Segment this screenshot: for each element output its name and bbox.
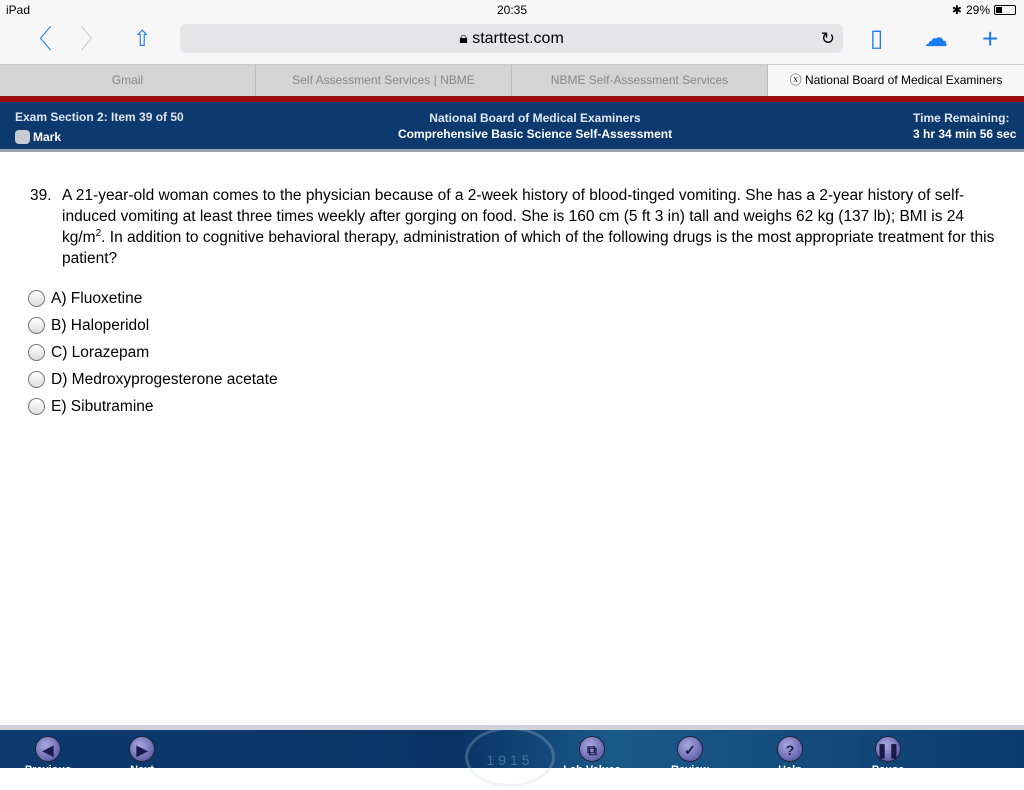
clock: 20:35 <box>496 3 528 17</box>
nbme-seal-logo: 1915 <box>465 727 555 787</box>
status-bar <box>0 0 1024 20</box>
lock-icon: 🔒︎ <box>459 30 473 47</box>
mark-label: Mark <box>33 130 62 144</box>
answer-option-e[interactable]: E) Sibutramine <box>28 393 1005 420</box>
tab-gmail[interactable]: Gmail <box>0 65 256 96</box>
next-icon: ▶ <box>129 736 155 762</box>
answer-option-a[interactable]: A) Fluoxetine <box>28 285 1005 312</box>
radio-button[interactable] <box>28 317 45 334</box>
exam-header <box>0 102 1024 152</box>
review-button[interactable]: ✓ Review <box>660 736 720 776</box>
help-icon: ? <box>777 736 803 762</box>
radio-button[interactable] <box>28 290 45 307</box>
url-text: starttest.com <box>472 30 564 47</box>
question-area <box>30 185 1005 420</box>
browser-toolbar <box>0 20 1024 64</box>
org-name: National Board of Medical Examiners <box>429 111 641 125</box>
battery-percent: 29% <box>965 3 990 17</box>
lab-values-icon: ⧉ <box>579 736 605 762</box>
tab-self-assessment-services[interactable]: Self Assessment Services | NBME <box>256 65 512 96</box>
address-bar[interactable] <box>180 24 843 53</box>
answer-option-d[interactable]: D) Medroxyprogesterone acetate <box>28 366 1005 393</box>
new-tab-icon[interactable]: + <box>982 23 999 54</box>
cloud-tabs-icon[interactable]: ☁︎ <box>924 25 948 52</box>
device-label: iPad <box>6 3 31 17</box>
help-button[interactable]: ? Help <box>760 736 820 776</box>
question-stem <box>30 185 1005 269</box>
exam-name: Comprehensive Basic Science Self-Assessment <box>397 127 673 141</box>
lab-values-button[interactable]: ⧉ Lab Values <box>562 736 622 776</box>
bookmarks-icon[interactable]: ▯ <box>870 25 884 52</box>
forward-icon[interactable]: 〉 <box>80 24 107 54</box>
tab-nbme-active[interactable] <box>768 65 1024 96</box>
answer-option-c[interactable]: C) Lorazepam <box>28 339 1005 366</box>
radio-button[interactable] <box>28 398 45 415</box>
reload-icon[interactable]: ↻ <box>820 29 835 48</box>
time-remaining: 3 hr 34 min 56 sec <box>913 127 1017 141</box>
tab-label: National Board of Medical Examiners <box>804 73 1003 87</box>
checkmark-icon: ✓ <box>677 736 703 762</box>
answer-options <box>28 285 1005 420</box>
close-tab-icon[interactable]: ⓧ <box>789 73 805 87</box>
pause-button[interactable]: ❚❚ Pause <box>858 736 918 776</box>
battery-icon <box>994 5 1016 15</box>
time-label: Time Remaining: <box>913 111 1010 125</box>
item-counter: Exam Section 2: Item 39 of 50 <box>15 110 184 124</box>
question-number: 39. <box>30 187 52 204</box>
previous-icon: ◀ <box>35 736 61 762</box>
share-icon[interactable]: ⇧ <box>133 26 152 51</box>
next-button[interactable]: ▶ Next <box>112 736 172 776</box>
answer-option-b[interactable]: B) Haloperidol <box>28 312 1005 339</box>
previous-button[interactable]: ◀ Previous <box>18 736 78 776</box>
radio-button[interactable] <box>28 371 45 388</box>
bluetooth-icon: ✱ <box>951 3 962 17</box>
radio-button[interactable] <box>28 344 45 361</box>
back-icon[interactable]: 〈 <box>26 24 53 54</box>
pause-icon: ❚❚ <box>875 736 901 762</box>
tab-bar <box>0 64 1024 96</box>
question-text: A 21-year-old woman comes to the physician because of a 2-week history of blood-tinged vomiting. She has a 2-year history of self-induced vomiting at least three times weekly after gorging on food. She is 160 cm (5 ft 3 in) tall and weighs 62 kg (137 lb); BMI is 24 $kg/m^2$. In addition to cognitive behavioral therapy, administration of which of the following drugs is the most appropriate treatment for this patient? <box>62 187 995 267</box>
exam-footer <box>0 725 1024 776</box>
tab-nbme-self-assessment[interactable]: NBME Self-Assessment Services <box>512 65 768 96</box>
